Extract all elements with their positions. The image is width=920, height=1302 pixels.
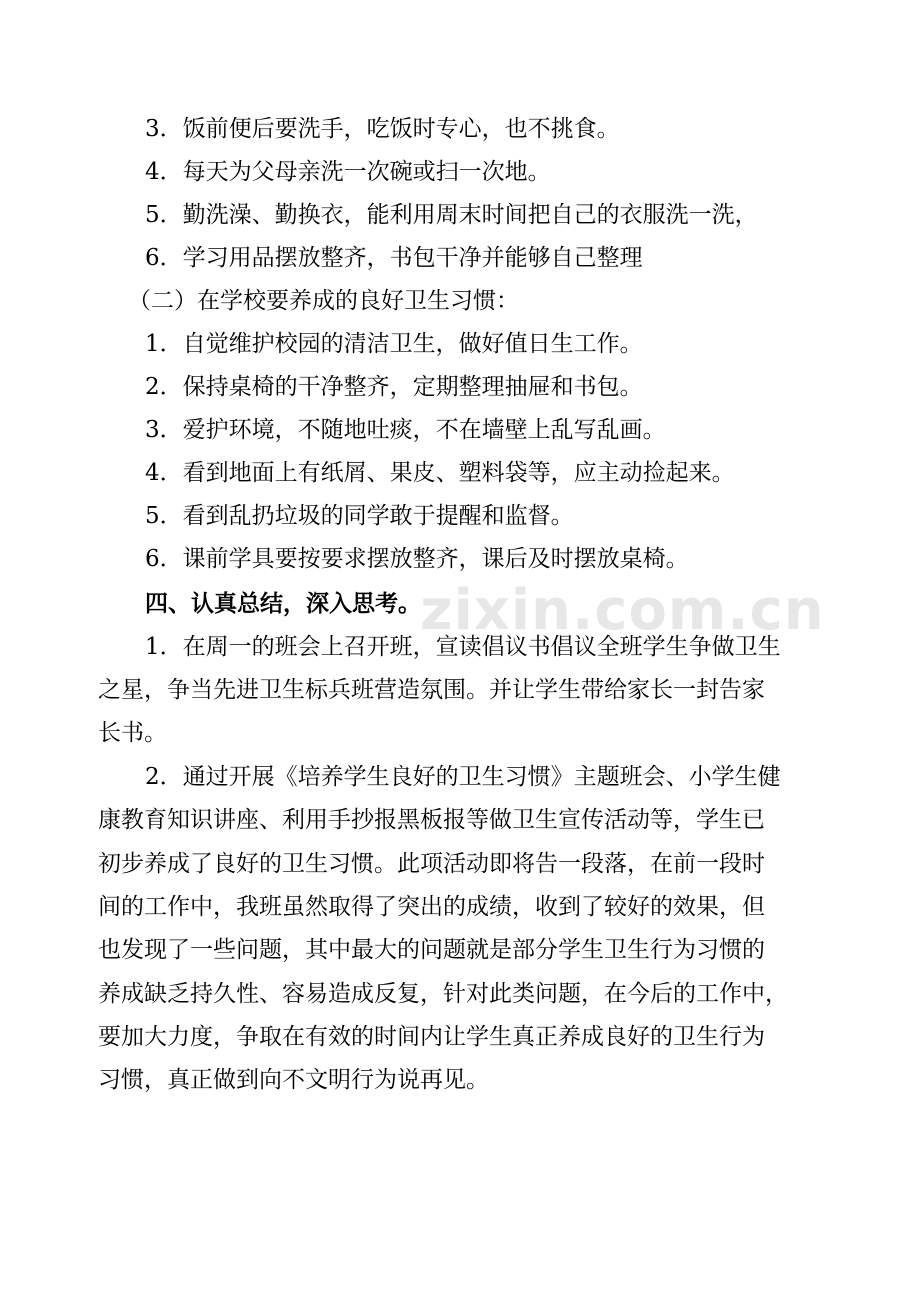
- home-item-4: 4．每天为父母亲洗一次碗或扫一次地。: [145, 159, 551, 185]
- section-heading: 四、认真总结，深入思考。: [145, 590, 421, 617]
- watermark-text: zixin.com.cn: [420, 578, 825, 643]
- paragraph1-line-1: 1．在周一的班会上召开班，宣读倡议书倡议全班学生争做卫生: [145, 634, 781, 660]
- school-item-3: 3．爱护环境，不随地吐痰，不在墙壁上乱写乱画。: [145, 417, 666, 443]
- paragraph2-line-3: 初步养成了良好的卫生习惯。此项活动即将告一段落，在前一段时: [98, 851, 765, 877]
- school-item-2: 2．保持桌椅的干净整齐，定期整理抽屉和书包。: [145, 374, 643, 400]
- paragraph2-line-7: 要加大力度，争取在有效的时间内让学生真正养成良好的卫生行为: [98, 1024, 765, 1050]
- home-item-3: 3．饭前便后要洗手，吃饭时专心，也不挑食。: [145, 116, 620, 142]
- paragraph1-line-2: 之星，争当先进卫生标兵班营造氛围。并让学生带给家长一封告家: [98, 677, 765, 703]
- school-item-6: 6．课前学具要按要求摆放整齐，课后及时摆放桌椅。: [145, 546, 689, 572]
- paragraph2-line-8: 习惯，真正做到向不文明行为说再见。: [98, 1067, 489, 1093]
- paragraph2-line-2: 康教育知识讲座、利用手抄报黑板报等做卫生宣传活动等，学生已: [98, 807, 765, 833]
- paragraph2-line-4: 间的工作中，我班虽然取得了突出的成绩，收到了较好的效果，但: [98, 894, 765, 920]
- paragraph2-line-5: 也发现了一些问题，其中最大的问题就是部分学生卫生行为习惯的: [98, 937, 765, 963]
- paragraph2-line-6: 养成缺乏持久性、容易造成反复，针对此类问题，在今后的工作中，: [98, 981, 788, 1007]
- paragraph2-line-1: 2．通过开展《培养学生良好的卫生习惯》主题班会、小学生健: [145, 764, 781, 790]
- school-item-4: 4．看到地面上有纸屑、果皮、塑料袋等，应主动捡起来。: [145, 460, 735, 486]
- paragraph1-line-3: 长书。: [98, 720, 167, 746]
- home-item-5: 5．勤洗澡、勤换衣，能利用周末时间把自己的衣服洗一洗，: [145, 202, 758, 228]
- home-item-6: 6．学习用品摆放整齐，书包干净并能够自己整理: [145, 245, 643, 271]
- school-item-5: 5．看到乱扔垃圾的同学敢于提醒和监督。: [145, 503, 574, 529]
- school-item-1: 1．自觉维护校园的清洁卫生，做好值日生工作。: [145, 331, 643, 357]
- school-habits-heading: （二）在学校要养成的良好卫生习惯：: [128, 288, 519, 314]
